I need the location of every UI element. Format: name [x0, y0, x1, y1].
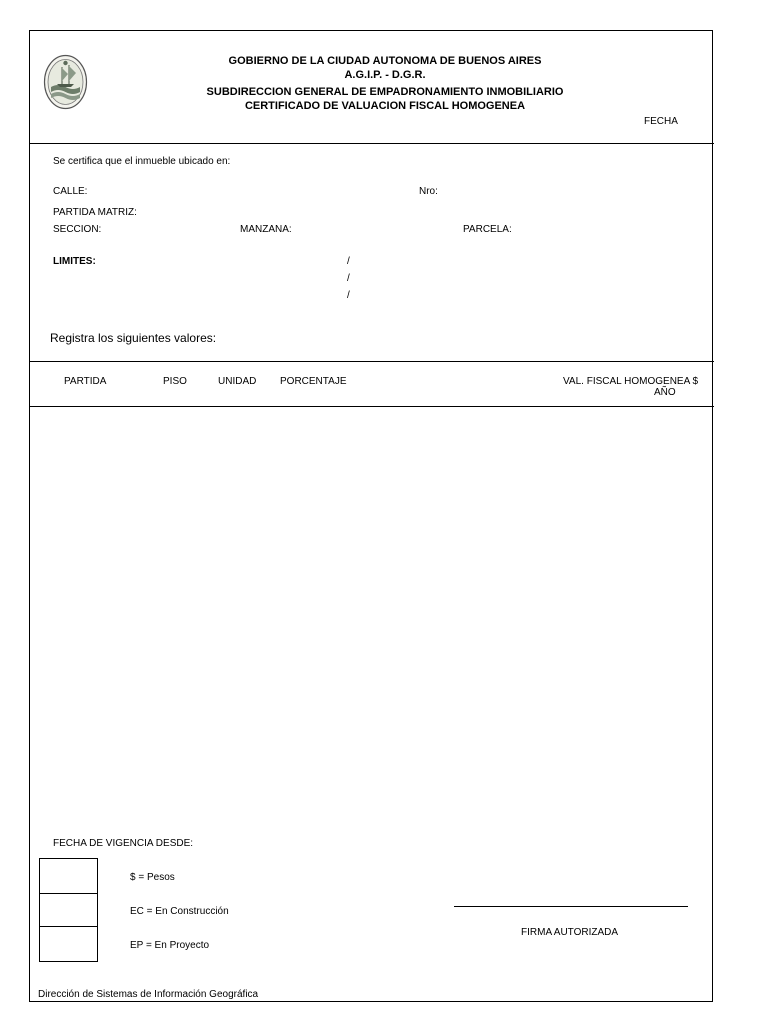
- column-header-piso: PISO: [163, 376, 187, 387]
- limites-slash-3: /: [347, 290, 350, 301]
- legend-box-pesos: [39, 858, 98, 894]
- certificate-frame: [29, 30, 713, 1002]
- header-divider: [29, 143, 714, 144]
- table-header-divider: [29, 406, 714, 407]
- legend-box-en-construccion: [39, 893, 98, 927]
- seccion-label: SECCION:: [53, 224, 102, 235]
- legend-en-proyecto: EP = En Proyecto: [130, 940, 210, 951]
- header-title-line3: SUBDIRECCION GENERAL DE EMPADRONAMIENTO INMOBILIARIO: [206, 86, 564, 98]
- limites-slash-1: /: [347, 256, 350, 267]
- column-header-porcentaje: PORCENTAJE: [280, 376, 347, 387]
- firma-autorizada-label: FIRMA AUTORIZADA: [521, 927, 619, 938]
- calle-label: CALLE:: [53, 186, 88, 197]
- legend-pesos: $ = Pesos: [130, 872, 175, 883]
- header-title-line2: A.G.I.P. - D.G.R.: [344, 69, 426, 81]
- table-top-divider: [29, 361, 714, 362]
- limites-slash-2: /: [347, 273, 350, 284]
- fecha-label: FECHA: [644, 116, 678, 127]
- signature-line: [454, 906, 688, 907]
- column-header-anio: AÑO: [654, 387, 676, 398]
- certify-intro: Se certifica que el inmueble ubicado en:: [53, 156, 231, 167]
- column-header-unidad: UNIDAD: [218, 376, 257, 387]
- legend-en-construccion: EC = En Construcción: [130, 906, 229, 917]
- limites-label: LIMITES:: [53, 256, 96, 267]
- nro-label: Nro:: [419, 186, 438, 197]
- city-seal-logo: [43, 54, 88, 110]
- column-header-val-fiscal: VAL. FISCAL HOMOGENEA $: [563, 376, 699, 387]
- header-title-line1: GOBIERNO DE LA CIUDAD AUTONOMA DE BUENOS AIRES: [228, 55, 542, 67]
- manzana-label: MANZANA:: [240, 224, 292, 235]
- column-header-partida: PARTIDA: [64, 376, 107, 387]
- department-footer: Dirección de Sistemas de Información Geográfica: [38, 989, 259, 1000]
- header-title-line4: CERTIFICADO DE VALUACION FISCAL HOMOGENEA: [244, 100, 526, 112]
- vigencia-label: FECHA DE VIGENCIA DESDE:: [53, 838, 194, 849]
- values-intro: Registra los siguientes valores:: [50, 331, 217, 345]
- partida-matriz-label: PARTIDA MATRIZ:: [53, 207, 137, 218]
- legend-box-en-proyecto: [39, 926, 98, 962]
- parcela-label: PARCELA:: [463, 224, 512, 235]
